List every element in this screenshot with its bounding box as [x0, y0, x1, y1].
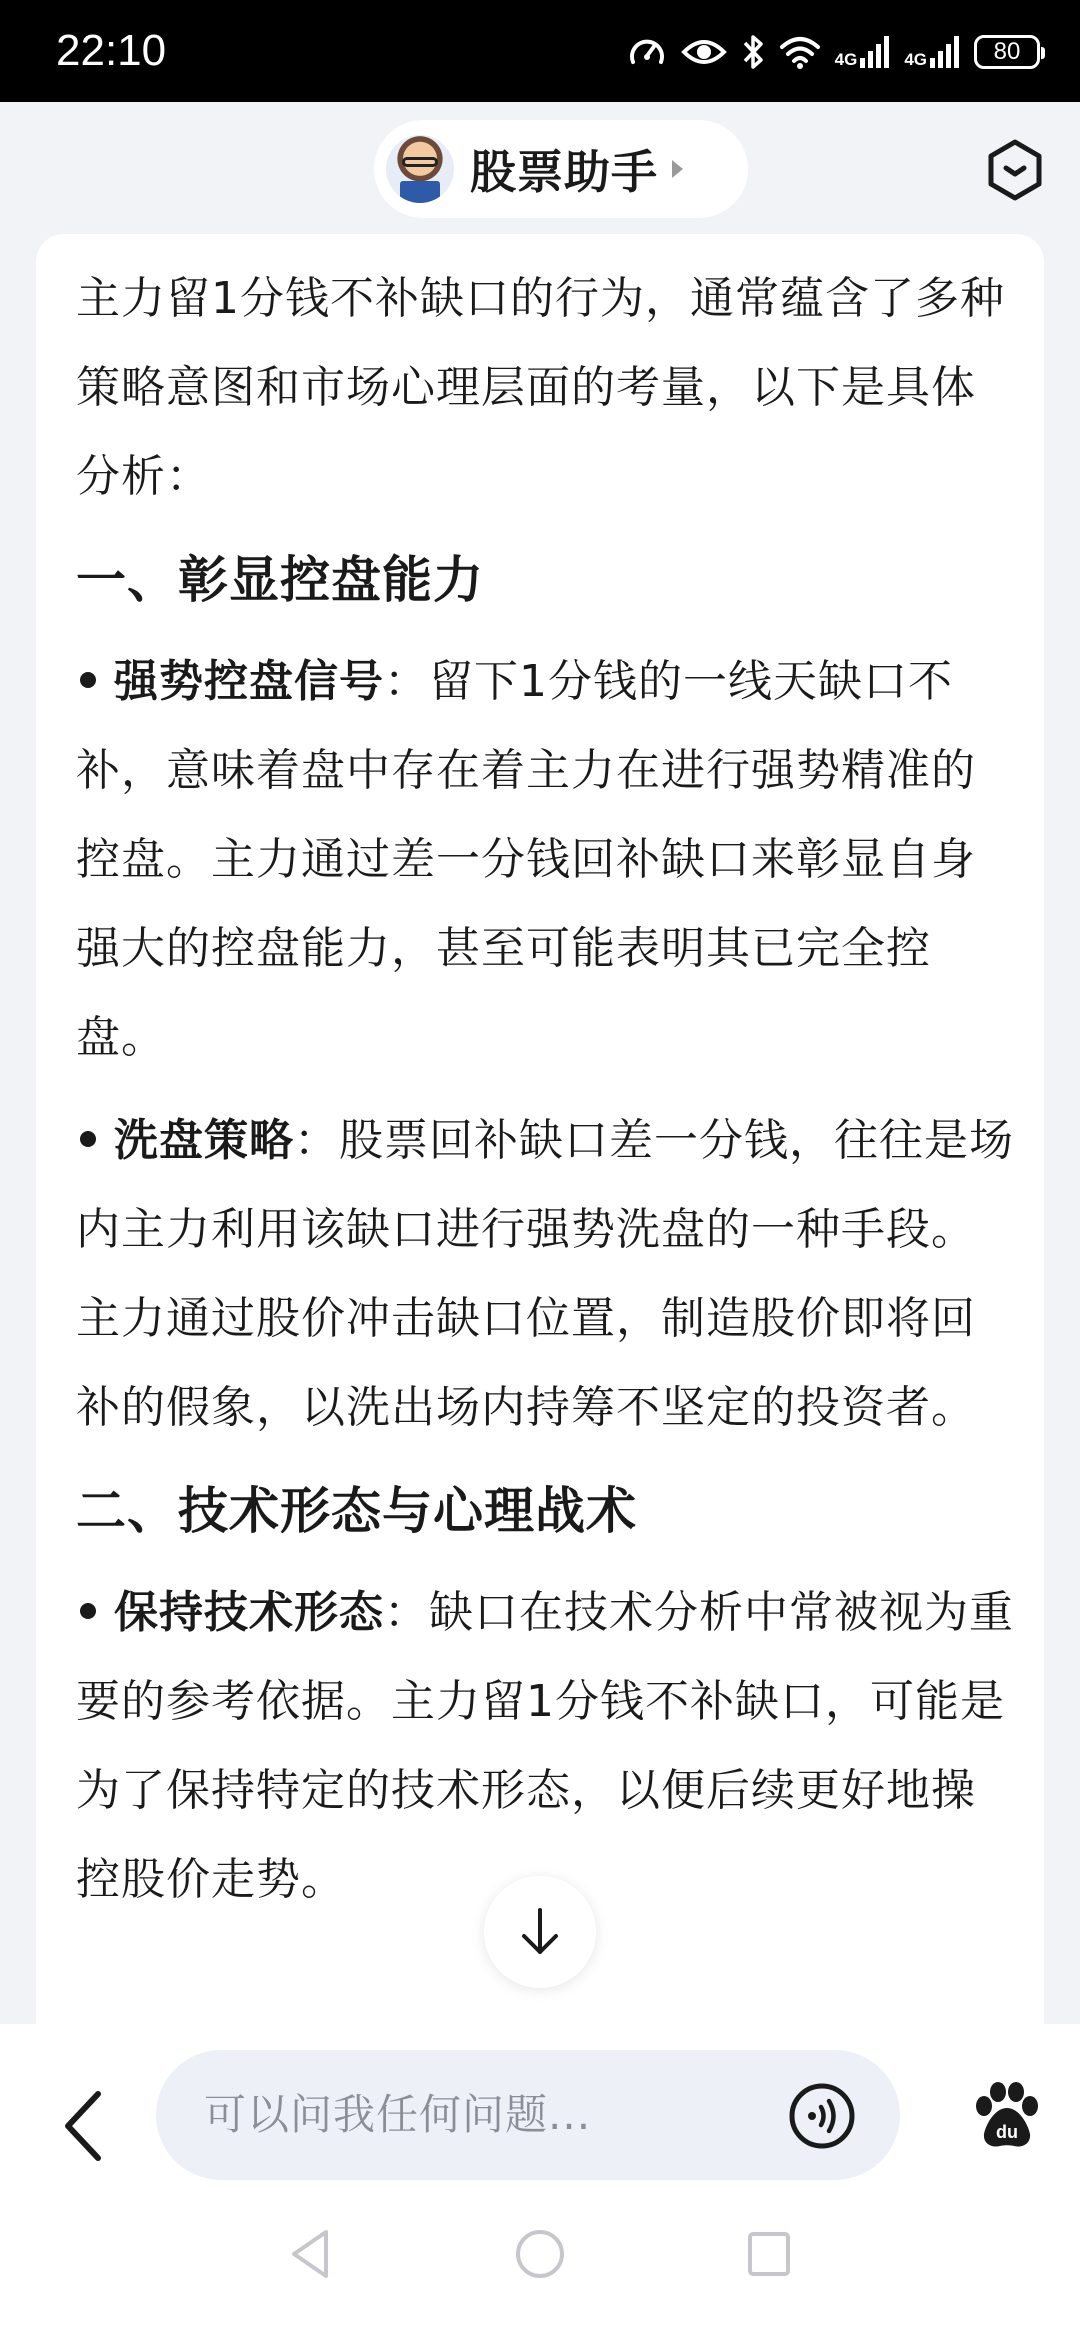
arrow-down-icon	[516, 1906, 564, 1958]
bot-name: 股票助手	[470, 145, 658, 199]
eye-icon	[681, 36, 727, 68]
list-item	[76, 1096, 1016, 1452]
bullet-icon	[80, 672, 96, 688]
baidu-paw-icon[interactable]	[970, 2078, 1044, 2152]
nav-home-icon[interactable]	[514, 2226, 566, 2286]
back-button[interactable]	[58, 2086, 108, 2166]
item-title: 强势控盘信号	[114, 656, 384, 707]
item-title: 保持技术形态	[114, 1587, 384, 1638]
section-heading: 一、彰显控盘能力	[76, 551, 484, 609]
speedometer-icon	[627, 32, 667, 72]
chevron-left-icon	[58, 2086, 108, 2166]
section-heading: 二、技术形态与心理战术	[76, 1482, 637, 1540]
bullet-icon	[80, 1603, 96, 1619]
status-icons	[627, 28, 1040, 76]
battery-icon: 80	[974, 35, 1040, 69]
voice-call-icon[interactable]	[788, 2082, 856, 2150]
bot-avatar	[386, 135, 454, 203]
answer-intro: 主力留1分钱不补缺口的行为，通常蕴含了多种策略意图和市场心理层面的考量，以下是具体分析：	[76, 273, 1005, 502]
signal-strength-icon-2: 4G	[904, 36, 960, 68]
system-nav-bar	[0, 2226, 1080, 2326]
ai-answer-card	[36, 234, 1044, 2024]
nav-recents-icon[interactable]	[744, 2226, 794, 2286]
signal-strength-icon: 4G	[835, 36, 891, 68]
item-title: 洗盘策略	[114, 1115, 294, 1166]
list-item	[76, 637, 1016, 1082]
chat-header	[0, 102, 1080, 232]
bluetooth-icon	[741, 33, 765, 71]
scroll-to-bottom-button[interactable]	[484, 1876, 596, 1988]
answer-content	[76, 254, 1016, 1938]
item-text: ：缺口在技术分析中常被视为重要的参考依据。主力留1分钱不补缺口，可能是为了保持特定的技术形态，以便后续更好地操控股价走势。	[76, 1587, 1014, 1905]
status-time: 22:10	[56, 26, 167, 75]
item-text: ：留下1分钱的一线天缺口不补，意味着盘中存在着主力在进行强势精准的控盘。主力通过差一分钱回补缺口来彰显自身强大的控盘能力，甚至可能表明其已完全控盘。	[76, 656, 976, 1063]
bullet-icon	[80, 1131, 96, 1147]
wifi-icon	[779, 35, 821, 69]
nav-back-icon[interactable]	[286, 2226, 336, 2286]
question-input[interactable]	[156, 2050, 900, 2180]
item-text: ：股票回补缺口差一分钱，往往是场内主力利用该缺口进行强势洗盘的一种手段。主力通过股价冲击缺口位置，制造股价即将回补的假象，以洗出场内持筹不坚定的投资者。	[76, 1115, 1014, 1433]
svg-text:du: du	[996, 2122, 1018, 2142]
chevron-right-icon	[672, 160, 683, 178]
input-placeholder: 可以问我任何问题...	[204, 2090, 592, 2139]
bot-profile-button[interactable]	[374, 120, 748, 218]
status-bar	[0, 0, 1080, 102]
new-chat-hexagon-icon[interactable]	[986, 138, 1044, 202]
list-item	[76, 1568, 1016, 1924]
